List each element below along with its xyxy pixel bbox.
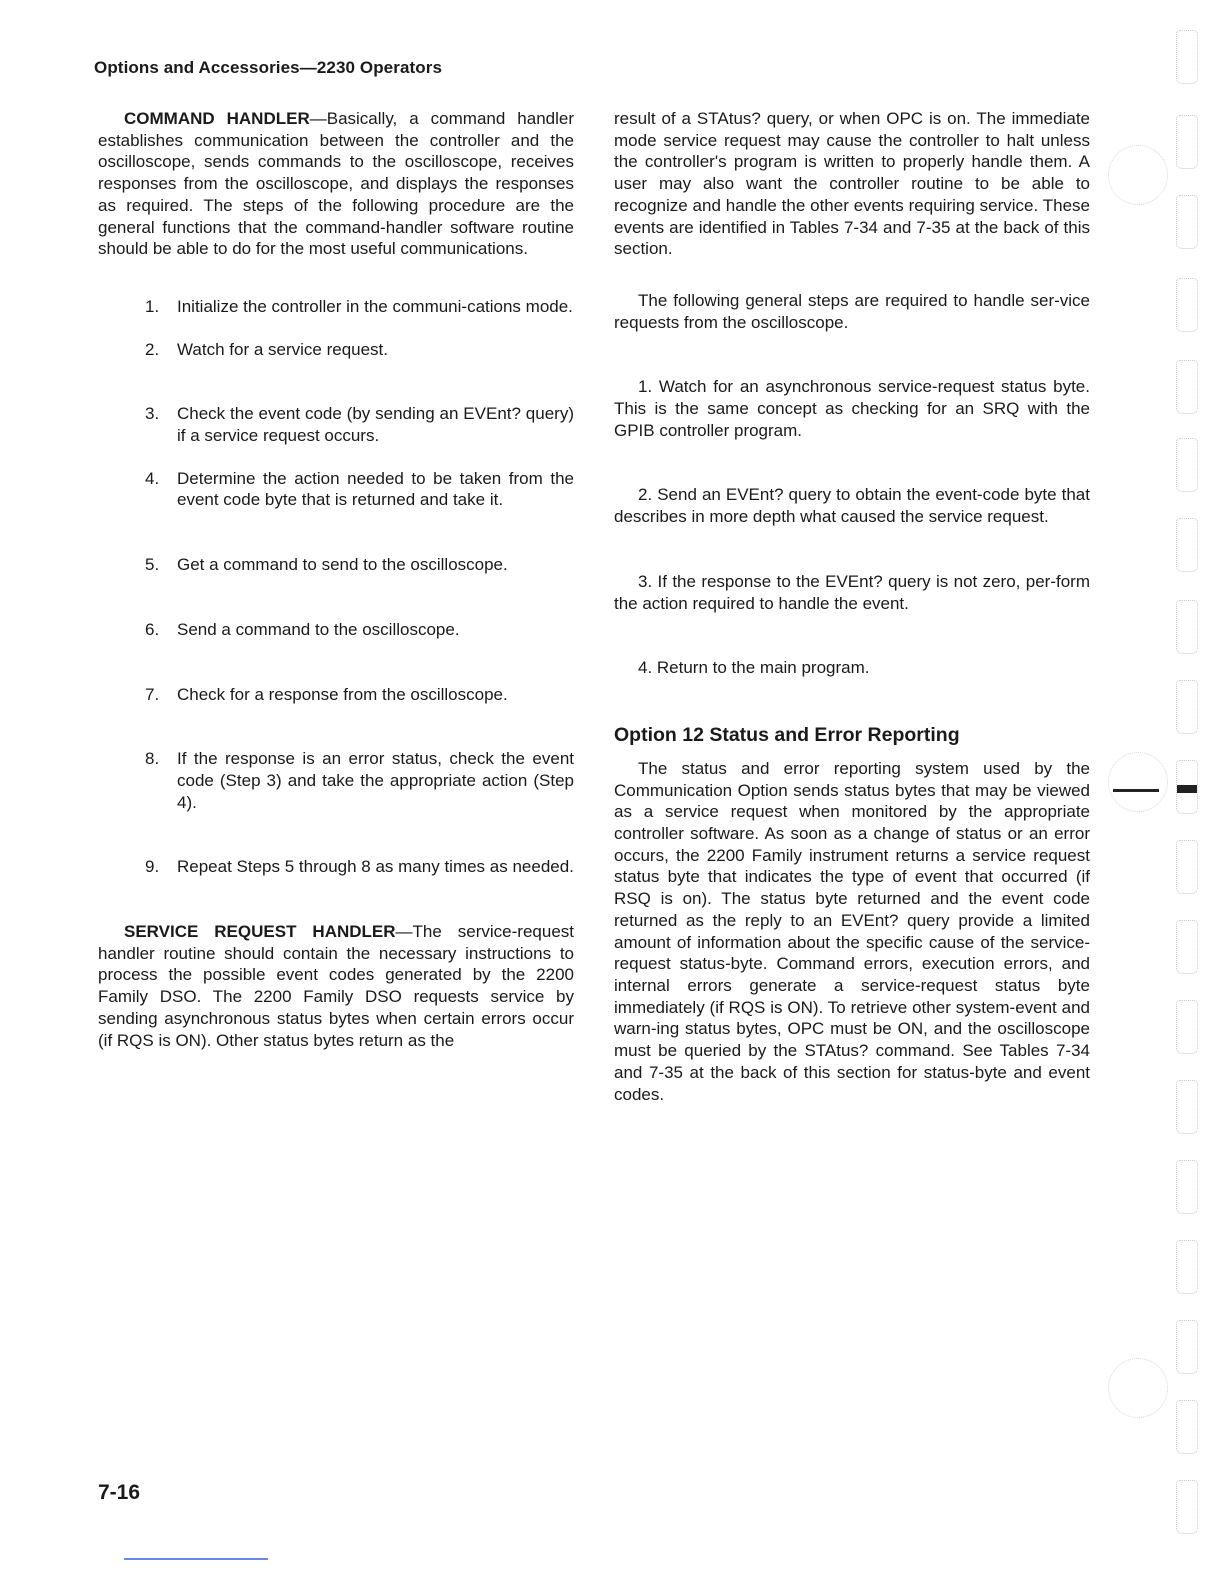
punch-hole — [1108, 1358, 1168, 1418]
general-step: 2. Send an EVEnt? query to obtain the event-code byte that describes in more depth what caused the service request. — [614, 485, 1090, 527]
list-item — [98, 296, 574, 318]
binding-tab — [1176, 600, 1198, 654]
step-text: Determine the action needed to be taken from the event code byte that is returned and take it. — [177, 468, 574, 510]
binding-tab — [1176, 1320, 1198, 1374]
page-number: 7-16 — [98, 1481, 141, 1504]
step-number: 4. — [145, 468, 160, 488]
binding-tab — [1176, 518, 1198, 572]
step-number: 6. — [145, 619, 160, 639]
binding-tab — [1176, 1400, 1198, 1454]
binding-tab — [1176, 195, 1198, 249]
command-handler-steps — [98, 296, 574, 878]
list-item — [98, 856, 574, 878]
step-text: If the response is an error status, check the event code (Step 3) and take the appropriate action (Step 4). — [177, 749, 574, 812]
list-item — [98, 684, 574, 706]
general-step: 4. Return to the main program. — [638, 658, 870, 678]
thumb-index-tab — [1177, 785, 1197, 793]
binding-tab — [1176, 438, 1198, 492]
binding-tab — [1176, 30, 1198, 84]
step-number: 7. — [145, 684, 160, 704]
step-number: 8. — [145, 749, 160, 769]
general-step: 1. Watch for an asynchronous service-request status byte. This is the same concept as checking for an SRQ with the GPIB controller program. — [614, 377, 1090, 440]
service-request-handler-lead: SERVICE REQUEST HANDLER — [124, 922, 396, 942]
binding-tab — [1176, 920, 1198, 974]
step-text: Send a command to the oscilloscope. — [177, 619, 460, 639]
list-item — [98, 619, 574, 641]
left-column — [98, 108, 574, 1051]
service-request-handler-paragraph — [98, 921, 574, 1051]
status-reporting-paragraph: The status and error reporting system used by the Communication Option sends status bytes that may be viewed as a service request when monitored by the appropriate controller software. As soon as a change of status or an error occurs, the 2200 Family instrument returns a service request status byte that indicates the type of event that occurred (if RSQ is on). The status byte returned and the event code returned as the reply to an EVEnt? query provide a limited amount of information about the specific cause of the service-request status-byte. Command errors, execution errors, and internal errors generate a service-request status byte immediately (if RQS is ON). To retrieve other system-event and warn-ing status bytes, OPC must be ON, and the oscilloscope must be queried by the STAtus? command. See Tables 7-34 and 7-35 at the back of this section for status-byte and event codes. — [614, 758, 1090, 1104]
section-heading: Option 12 Status and Error Reporting — [614, 723, 960, 746]
running-header: Options and Accessories—2230 Operators — [94, 58, 443, 77]
binding-tab — [1176, 360, 1198, 414]
step-number: 3. — [145, 404, 160, 424]
binding-tab — [1176, 278, 1198, 332]
command-handler-paragraph — [98, 108, 574, 260]
list-item — [98, 468, 574, 511]
step-text: Check the event code (by sending an EVEnt? query) if a service request occurs. — [177, 404, 574, 446]
step-text: Check for a response from the oscilloscope. — [177, 684, 508, 704]
continuation-paragraph: result of a STAtus? query, or when OPC is on. The immediate mode service request may cause the controller to halt unless the controller's program is written to properly handle them. A user may also want the controller routine to be able to recognize and handle the other events requiring service. These events are identified in Tables 7-34 and 7-35 at the back of this section. — [614, 109, 1090, 259]
binding-tab — [1176, 1080, 1198, 1134]
list-item — [98, 403, 574, 446]
list-item — [98, 554, 574, 576]
punch-hole — [1108, 752, 1168, 812]
service-request-handler-text: —The service-request handler routine should contain the necessary instructions to process the possible event codes generated by the 2200 Family DSO. The 2200 Family DSO requests service by sending asynchronous status bytes when certain errors occur (if RQS is ON). Other status bytes return as the — [98, 922, 574, 1050]
step-number: 1. — [145, 296, 160, 316]
binding-tab — [1176, 1000, 1198, 1054]
general-step: 3. If the response to the EVEnt? query is not zero, per-form the action required to handle the event. — [614, 571, 1090, 613]
binding-tab — [1176, 115, 1198, 169]
punch-hole — [1108, 145, 1168, 205]
right-column — [614, 108, 1090, 1105]
command-handler-lead: COMMAND HANDLER — [124, 109, 310, 128]
binding-tab — [1176, 840, 1198, 894]
list-item — [98, 339, 574, 361]
step-text: Watch for a service request. — [177, 339, 389, 359]
thumb-index-mark — [1113, 789, 1159, 792]
binding-tab — [1176, 680, 1198, 734]
list-item — [98, 748, 574, 813]
footer-rule — [124, 1558, 268, 1560]
binding-tab — [1176, 1240, 1198, 1294]
general-steps-intro: The following general steps are required to handle ser-vice requests from the oscilloscope. — [614, 290, 1090, 332]
step-number: 2. — [145, 339, 160, 359]
step-number: 5. — [145, 555, 160, 575]
command-handler-text: —Basically, a command handler establishes communication between the controller and the oscilloscope, sends commands to the oscilloscope, receives responses from the oscilloscope, and displays the responses as required. The steps of the following procedure are the general functions that the command-handler software routine should be able to do for the most useful communications. — [98, 109, 574, 259]
binding-tab — [1176, 1480, 1198, 1534]
step-text: Initialize the controller in the communi-cations mode. — [177, 296, 573, 316]
step-text: Repeat Steps 5 through 8 as many times as needed. — [177, 857, 574, 877]
step-text: Get a command to send to the oscilloscope. — [177, 555, 508, 575]
binding-tab — [1176, 1160, 1198, 1214]
step-number: 9. — [145, 857, 160, 877]
